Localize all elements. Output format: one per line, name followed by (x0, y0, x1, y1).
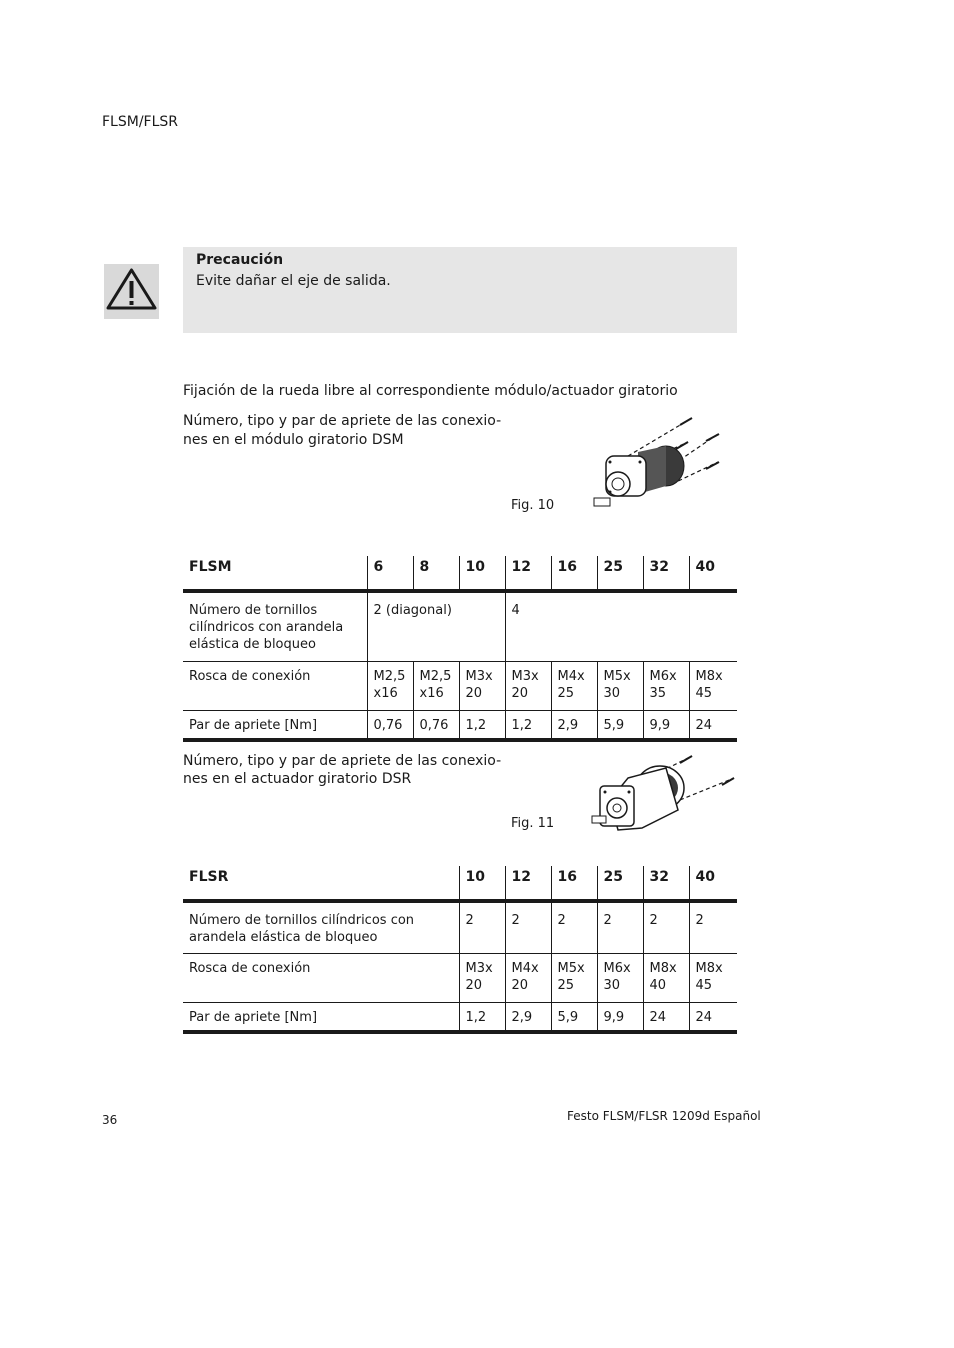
table-cell: M2,5 x16 (367, 661, 413, 710)
flsr-col-header: 32 (643, 866, 689, 901)
fig-11-label: Fig. 11 (511, 816, 555, 831)
table-cell: 2 (597, 901, 643, 953)
table-cell: 2 (459, 901, 505, 953)
flsr-col-header: FLSR (183, 866, 459, 901)
flsm-thread-row (183, 661, 737, 710)
running-header: FLSM/FLSR (102, 114, 179, 130)
dsr-intro-line2: nes en el actuador giratorio DSR (183, 771, 412, 787)
row-label: Par de apriete [Nm] (183, 1002, 459, 1032)
flsr-col-header: 16 (551, 866, 597, 901)
table-cell: 9,9 (643, 710, 689, 740)
flsm-col-header: 16 (551, 556, 597, 591)
table-cell: 2,9 (505, 1002, 551, 1032)
table-cell: 2 (diagonal) (367, 591, 505, 661)
dsm-intro-line1: Número, tipo y par de apriete de las conexio- (183, 413, 502, 429)
flsr-screws-row (183, 901, 737, 953)
table-cell: M6x 30 (597, 953, 643, 1002)
flsm-col-header: 12 (505, 556, 551, 591)
table-cell: 2,9 (551, 710, 597, 740)
table-cell: M5x 25 (551, 953, 597, 1002)
table-cell: 5,9 (551, 1002, 597, 1032)
page-number: 36 (102, 1113, 118, 1127)
flsm-header-row (183, 556, 737, 591)
flsr-col-header: 40 (689, 866, 737, 901)
flsr-table (183, 866, 737, 1034)
table-cell: 5,9 (597, 710, 643, 740)
table-cell: M4x 20 (505, 953, 551, 1002)
table-cell: M6x 35 (643, 661, 689, 710)
table-cell: M3x 20 (505, 661, 551, 710)
table-cell: 24 (689, 710, 737, 740)
row-label: Rosca de conexión (183, 661, 367, 710)
flsm-col-header: 25 (597, 556, 643, 591)
table-cell: 1,2 (459, 710, 505, 740)
table-cell: M8x 40 (643, 953, 689, 1002)
section-heading: Fijación de la rueda libre al correspondiente módulo/actuador giratorio (183, 383, 678, 399)
table-cell: 2 (643, 901, 689, 953)
warning-icon (104, 264, 159, 319)
table-cell: 24 (689, 1002, 737, 1032)
dsm-module-figure (588, 408, 728, 523)
table-cell: M8x 45 (689, 953, 737, 1002)
table-cell: 2 (689, 901, 737, 953)
table-cell: 1,2 (505, 710, 551, 740)
table-cell: M2,5 x16 (413, 661, 459, 710)
table-cell: M8x 45 (689, 661, 737, 710)
table-cell: M5x 30 (597, 661, 643, 710)
table-cell: 4 (505, 591, 737, 661)
flsm-table (183, 556, 737, 742)
fig-10-label: Fig. 10 (511, 498, 555, 513)
flsm-torque-row (183, 710, 737, 740)
table-cell: 0,76 (413, 710, 459, 740)
flsr-col-header: 12 (505, 866, 551, 901)
flsm-col-header: FLSM (183, 556, 367, 591)
table-cell: 2 (551, 901, 597, 953)
flsr-torque-row (183, 1002, 737, 1032)
row-label: Número de tornillos cilíndricos con arandela elástica de bloqueo (189, 913, 415, 945)
dsr-actuator-figure (588, 750, 738, 845)
table-cell: M4x 25 (551, 661, 597, 710)
flsm-col-header: 6 (367, 556, 413, 591)
flsr-col-header: 10 (459, 866, 505, 901)
table-cell: 2 (505, 901, 551, 953)
table-cell: 9,9 (597, 1002, 643, 1032)
flsr-thread-row (183, 953, 737, 1002)
row-label: Par de apriete [Nm] (183, 710, 367, 740)
flsm-screws-row (183, 591, 737, 661)
caution-text: Evite dañar el eje de salida. (196, 273, 391, 289)
flsm-col-header: 40 (689, 556, 737, 591)
row-label: Número de tornillos cilíndricos con arandela elástica de bloqueo (189, 603, 344, 652)
table-cell: 0,76 (367, 710, 413, 740)
row-label: Rosca de conexión (183, 953, 459, 1002)
flsm-col-header: 8 (413, 556, 459, 591)
table-cell: 24 (643, 1002, 689, 1032)
flsm-col-header: 10 (459, 556, 505, 591)
flsm-col-header: 32 (643, 556, 689, 591)
table-cell: M3x 20 (459, 953, 505, 1002)
document-reference: Festo FLSM/FLSR 1209d Español (567, 1109, 761, 1123)
flsr-header-row (183, 866, 737, 901)
flsr-col-header: 25 (597, 866, 643, 901)
caution-title: Precaución (196, 252, 284, 268)
dsr-intro-line1: Número, tipo y par de apriete de las conexio- (183, 753, 502, 769)
table-cell: M3x 20 (459, 661, 505, 710)
dsm-intro-line2: nes en el módulo giratorio DSM (183, 432, 404, 448)
table-cell: 1,2 (459, 1002, 505, 1032)
